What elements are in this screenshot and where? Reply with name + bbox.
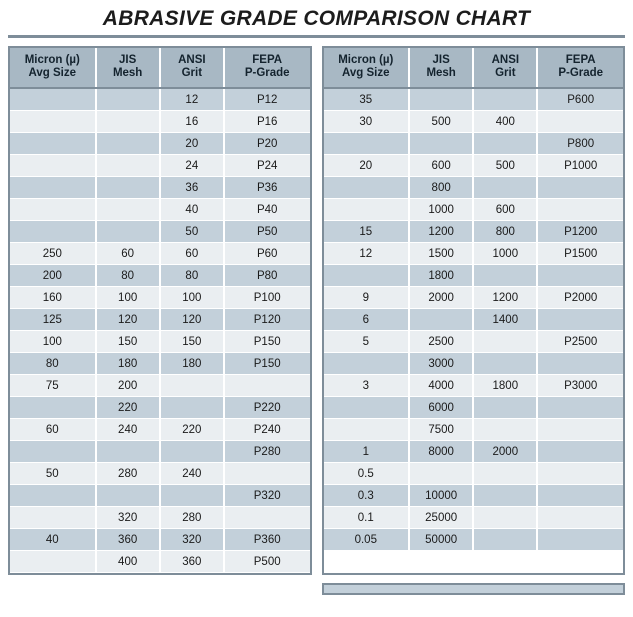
left-cell-micron: 40 <box>10 529 96 551</box>
left-cell-micron <box>10 397 96 419</box>
right-cell-jis: 1500 <box>409 243 473 265</box>
left-header-fepa-line2: P-Grade <box>244 67 290 80</box>
table-row <box>324 507 624 529</box>
right-cell-micron <box>324 397 410 419</box>
right-cell-micron: 35 <box>324 88 410 111</box>
table-row <box>324 88 624 111</box>
right-cell-ansi <box>473 133 537 155</box>
left-table-body <box>10 88 310 573</box>
left-cell-jis <box>96 111 160 133</box>
table-row <box>324 111 624 133</box>
left-header-jis <box>96 48 160 88</box>
right-cell-micron <box>324 419 410 441</box>
right-cell-ansi: 1400 <box>473 309 537 331</box>
left-cell-jis: 360 <box>96 529 160 551</box>
left-cell-ansi: 100 <box>160 287 224 309</box>
right-cell-ansi <box>473 88 537 111</box>
right-cell-ansi <box>473 485 537 507</box>
left-cell-ansi: 180 <box>160 353 224 375</box>
right-cell-micron: 0.1 <box>324 507 410 529</box>
left-cell-micron: 250 <box>10 243 96 265</box>
table-row <box>324 463 624 485</box>
right-cell-fepa <box>537 397 623 419</box>
left-cell-jis <box>96 221 160 243</box>
right-cell-ansi <box>473 177 537 199</box>
left-header-jis-line2: Mesh <box>112 67 143 80</box>
left-header-ansi-line2: Grit <box>181 67 203 80</box>
right-cell-micron: 9 <box>324 287 410 309</box>
left-header-jis-line1: JIS <box>119 54 137 66</box>
left-header-micron-line1: Micron (µ) <box>24 54 80 66</box>
left-cell-micron <box>10 88 96 111</box>
right-header-jis-line2: Mesh <box>426 67 456 80</box>
right-header-jis-line1: JIS <box>432 54 450 66</box>
left-cell-micron: 200 <box>10 265 96 287</box>
left-cell-micron: 100 <box>10 331 96 353</box>
page-title: ABRASIVE GRADE COMPARISON CHART <box>102 7 531 30</box>
right-cell-jis: 8000 <box>409 441 473 463</box>
left-cell-fepa: P80 <box>224 265 310 287</box>
table-row <box>10 265 310 287</box>
right-cell-micron: 15 <box>324 221 410 243</box>
left-cell-fepa <box>224 375 310 397</box>
left-header-ansi-line1: ANSI <box>178 54 206 66</box>
right-cell-fepa <box>537 177 623 199</box>
right-cell-ansi <box>473 265 537 287</box>
table-row <box>10 353 310 375</box>
right-cell-ansi <box>473 353 537 375</box>
right-cell-fepa <box>537 463 623 485</box>
right-cell-ansi <box>473 419 537 441</box>
left-cell-micron <box>10 507 96 529</box>
right-cell-ansi <box>473 397 537 419</box>
right-header-ansi-line2: Grit <box>495 67 516 80</box>
table-row <box>10 243 310 265</box>
left-cell-micron: 60 <box>10 419 96 441</box>
left-cell-jis: 320 <box>96 507 160 529</box>
left-cell-ansi: 36 <box>160 177 224 199</box>
left-header-ansi <box>160 48 224 88</box>
table-row <box>324 199 624 221</box>
left-cell-jis <box>96 441 160 463</box>
table-row <box>10 485 310 507</box>
title-divider <box>8 35 625 38</box>
right-cell-fepa <box>537 265 623 287</box>
right-cell-jis: 50000 <box>409 529 473 551</box>
left-cell-micron <box>10 485 96 507</box>
right-cell-fepa: P1200 <box>537 221 623 243</box>
table-row <box>324 155 624 177</box>
right-header-fepa <box>537 48 623 88</box>
table-row <box>324 309 624 331</box>
right-cell-micron: 30 <box>324 111 410 133</box>
table-row <box>10 551 310 573</box>
right-cell-micron: 0.5 <box>324 463 410 485</box>
table-row <box>324 485 624 507</box>
left-cell-micron <box>10 221 96 243</box>
table-row <box>324 353 624 375</box>
right-header-ansi <box>473 48 537 88</box>
right-header-fepa-line2: P-Grade <box>558 67 604 80</box>
left-cell-micron: 75 <box>10 375 96 397</box>
left-cell-ansi: 320 <box>160 529 224 551</box>
table-row <box>324 441 624 463</box>
left-cell-ansi: 24 <box>160 155 224 177</box>
right-cell-ansi: 400 <box>473 111 537 133</box>
table-row <box>324 287 624 309</box>
table-row <box>10 419 310 441</box>
left-cell-jis: 240 <box>96 419 160 441</box>
right-cell-jis <box>409 88 473 111</box>
right-header-fepa-line1: FEPA <box>565 54 596 66</box>
table-row <box>324 177 624 199</box>
right-cell-micron <box>324 353 410 375</box>
right-cell-micron: 6 <box>324 309 410 331</box>
left-cell-ansi: 120 <box>160 309 224 331</box>
left-cell-fepa: P36 <box>224 177 310 199</box>
left-cell-jis: 60 <box>96 243 160 265</box>
left-cell-jis: 220 <box>96 397 160 419</box>
left-cell-jis <box>96 88 160 111</box>
right-cell-fepa <box>537 353 623 375</box>
table-row <box>10 507 310 529</box>
right-cell-micron: 0.05 <box>324 529 410 551</box>
table-row <box>324 243 624 265</box>
left-cell-ansi: 40 <box>160 199 224 221</box>
right-cell-jis: 1200 <box>409 221 473 243</box>
right-table-wrapper <box>322 46 626 575</box>
table-row <box>10 177 310 199</box>
left-cell-micron: 80 <box>10 353 96 375</box>
right-cell-micron: 5 <box>324 331 410 353</box>
left-cell-fepa: P500 <box>224 551 310 573</box>
left-cell-jis: 280 <box>96 463 160 485</box>
right-cell-jis: 7500 <box>409 419 473 441</box>
left-cell-fepa: P320 <box>224 485 310 507</box>
right-cell-fepa: P800 <box>537 133 623 155</box>
right-cell-fepa: P2500 <box>537 331 623 353</box>
right-cell-jis: 1000 <box>409 199 473 221</box>
right-cell-ansi: 800 <box>473 221 537 243</box>
right-header-micron-line2: Avg Size <box>342 67 390 80</box>
right-cell-jis: 500 <box>409 111 473 133</box>
left-cell-micron <box>10 551 96 573</box>
left-cell-jis: 150 <box>96 331 160 353</box>
table-row <box>10 463 310 485</box>
left-cell-jis: 200 <box>96 375 160 397</box>
left-cell-fepa: P40 <box>224 199 310 221</box>
left-cell-micron <box>10 133 96 155</box>
table-row <box>324 265 624 287</box>
left-cell-micron <box>10 177 96 199</box>
right-cell-fepa <box>537 419 623 441</box>
left-cell-fepa: P280 <box>224 441 310 463</box>
left-cell-ansi: 150 <box>160 331 224 353</box>
right-cell-ansi: 500 <box>473 155 537 177</box>
left-cell-ansi: 360 <box>160 551 224 573</box>
left-cell-fepa: P12 <box>224 88 310 111</box>
right-cell-jis: 25000 <box>409 507 473 529</box>
left-cell-micron: 160 <box>10 287 96 309</box>
right-cell-ansi: 1200 <box>473 287 537 309</box>
right-cell-ansi: 1000 <box>473 243 537 265</box>
left-cell-jis <box>96 155 160 177</box>
left-cell-micron <box>10 111 96 133</box>
right-cell-fepa <box>537 529 623 551</box>
left-cell-micron <box>10 441 96 463</box>
table-row <box>10 375 310 397</box>
table-row <box>10 309 310 331</box>
right-cell-ansi <box>473 529 537 551</box>
left-cell-jis: 400 <box>96 551 160 573</box>
left-cell-ansi: 220 <box>160 419 224 441</box>
left-cell-ansi <box>160 485 224 507</box>
right-cell-ansi: 2000 <box>473 441 537 463</box>
left-cell-ansi: 80 <box>160 265 224 287</box>
table-row <box>10 199 310 221</box>
right-cell-ansi: 600 <box>473 199 537 221</box>
right-cell-jis: 1800 <box>409 265 473 287</box>
right-cell-fepa <box>537 199 623 221</box>
left-cell-ansi <box>160 375 224 397</box>
right-cell-jis: 6000 <box>409 397 473 419</box>
left-cell-micron: 125 <box>10 309 96 331</box>
right-cell-fepa <box>537 507 623 529</box>
left-table-head <box>10 48 310 88</box>
left-cell-jis <box>96 485 160 507</box>
left-cell-micron <box>10 155 96 177</box>
right-cell-jis <box>409 309 473 331</box>
table-row <box>10 287 310 309</box>
left-cell-jis <box>96 133 160 155</box>
table-row <box>324 221 624 243</box>
left-cell-fepa <box>224 463 310 485</box>
right-cell-micron <box>324 199 410 221</box>
right-cell-jis: 2500 <box>409 331 473 353</box>
left-cell-fepa: P240 <box>224 419 310 441</box>
right-cell-fepa <box>537 441 623 463</box>
table-row <box>324 331 624 353</box>
right-cell-jis: 4000 <box>409 375 473 397</box>
left-cell-ansi: 12 <box>160 88 224 111</box>
table-row <box>324 397 624 419</box>
right-cell-micron: 0.3 <box>324 485 410 507</box>
table-row <box>324 529 624 551</box>
left-cell-fepa <box>224 507 310 529</box>
right-cell-fepa: P600 <box>537 88 623 111</box>
left-header-micron-line2: Avg Size <box>28 67 77 80</box>
table-row <box>10 133 310 155</box>
right-cell-fepa: P1000 <box>537 155 623 177</box>
left-cell-fepa: P60 <box>224 243 310 265</box>
table-row <box>10 88 310 111</box>
table-row <box>324 375 624 397</box>
left-cell-micron <box>10 199 96 221</box>
right-cell-micron: 20 <box>324 155 410 177</box>
left-cell-fepa: P24 <box>224 155 310 177</box>
table-row <box>324 419 624 441</box>
left-cell-jis: 120 <box>96 309 160 331</box>
right-cell-fepa: P2000 <box>537 287 623 309</box>
right-header-jis <box>409 48 473 88</box>
right-cell-fepa <box>537 111 623 133</box>
left-header-row <box>10 48 310 88</box>
left-cell-fepa: P20 <box>224 133 310 155</box>
left-cell-jis: 180 <box>96 353 160 375</box>
right-grade-table <box>324 48 624 551</box>
table-row <box>10 397 310 419</box>
footer-bar <box>322 583 625 595</box>
table-row <box>10 441 310 463</box>
left-cell-fepa: P120 <box>224 309 310 331</box>
left-cell-fepa: P100 <box>224 287 310 309</box>
left-cell-ansi: 50 <box>160 221 224 243</box>
right-cell-ansi <box>473 331 537 353</box>
left-cell-ansi: 16 <box>160 111 224 133</box>
left-header-fepa <box>224 48 310 88</box>
right-cell-micron <box>324 177 410 199</box>
left-grade-table <box>10 48 310 573</box>
table-row <box>10 331 310 353</box>
right-cell-micron <box>324 265 410 287</box>
right-cell-fepa: P3000 <box>537 375 623 397</box>
right-cell-jis <box>409 463 473 485</box>
left-cell-fepa: P150 <box>224 353 310 375</box>
table-row <box>10 529 310 551</box>
left-table-wrapper <box>8 46 312 575</box>
right-cell-ansi <box>473 463 537 485</box>
right-header-micron <box>324 48 410 88</box>
right-table-body <box>324 88 624 551</box>
left-cell-ansi: 280 <box>160 507 224 529</box>
right-cell-jis: 2000 <box>409 287 473 309</box>
right-cell-jis: 3000 <box>409 353 473 375</box>
left-cell-ansi: 60 <box>160 243 224 265</box>
right-cell-jis: 600 <box>409 155 473 177</box>
left-cell-fepa: P16 <box>224 111 310 133</box>
right-header-ansi-line1: ANSI <box>491 54 520 66</box>
left-cell-micron: 50 <box>10 463 96 485</box>
right-cell-jis: 10000 <box>409 485 473 507</box>
right-cell-micron: 12 <box>324 243 410 265</box>
right-header-micron-line1: Micron (µ) <box>338 54 394 66</box>
right-cell-fepa: P1500 <box>537 243 623 265</box>
right-cell-micron <box>324 133 410 155</box>
left-header-micron <box>10 48 96 88</box>
table-row <box>10 155 310 177</box>
right-cell-micron: 3 <box>324 375 410 397</box>
left-cell-fepa: P220 <box>224 397 310 419</box>
left-cell-jis <box>96 199 160 221</box>
left-cell-fepa: P50 <box>224 221 310 243</box>
left-cell-jis <box>96 177 160 199</box>
right-cell-fepa <box>537 309 623 331</box>
right-cell-jis: 800 <box>409 177 473 199</box>
left-cell-fepa: P150 <box>224 331 310 353</box>
left-cell-ansi: 20 <box>160 133 224 155</box>
table-row <box>10 221 310 243</box>
table-row <box>10 111 310 133</box>
right-cell-jis <box>409 133 473 155</box>
left-header-fepa-line1: FEPA <box>252 54 283 66</box>
left-cell-jis: 100 <box>96 287 160 309</box>
right-cell-ansi <box>473 507 537 529</box>
left-cell-fepa: P360 <box>224 529 310 551</box>
right-cell-micron: 1 <box>324 441 410 463</box>
right-cell-fepa <box>537 485 623 507</box>
left-cell-ansi <box>160 441 224 463</box>
right-cell-ansi: 1800 <box>473 375 537 397</box>
right-table-head <box>324 48 624 88</box>
left-cell-ansi: 240 <box>160 463 224 485</box>
table-row <box>324 133 624 155</box>
left-cell-jis: 80 <box>96 265 160 287</box>
left-cell-ansi <box>160 397 224 419</box>
tables-container <box>0 46 633 575</box>
right-header-row <box>324 48 624 88</box>
